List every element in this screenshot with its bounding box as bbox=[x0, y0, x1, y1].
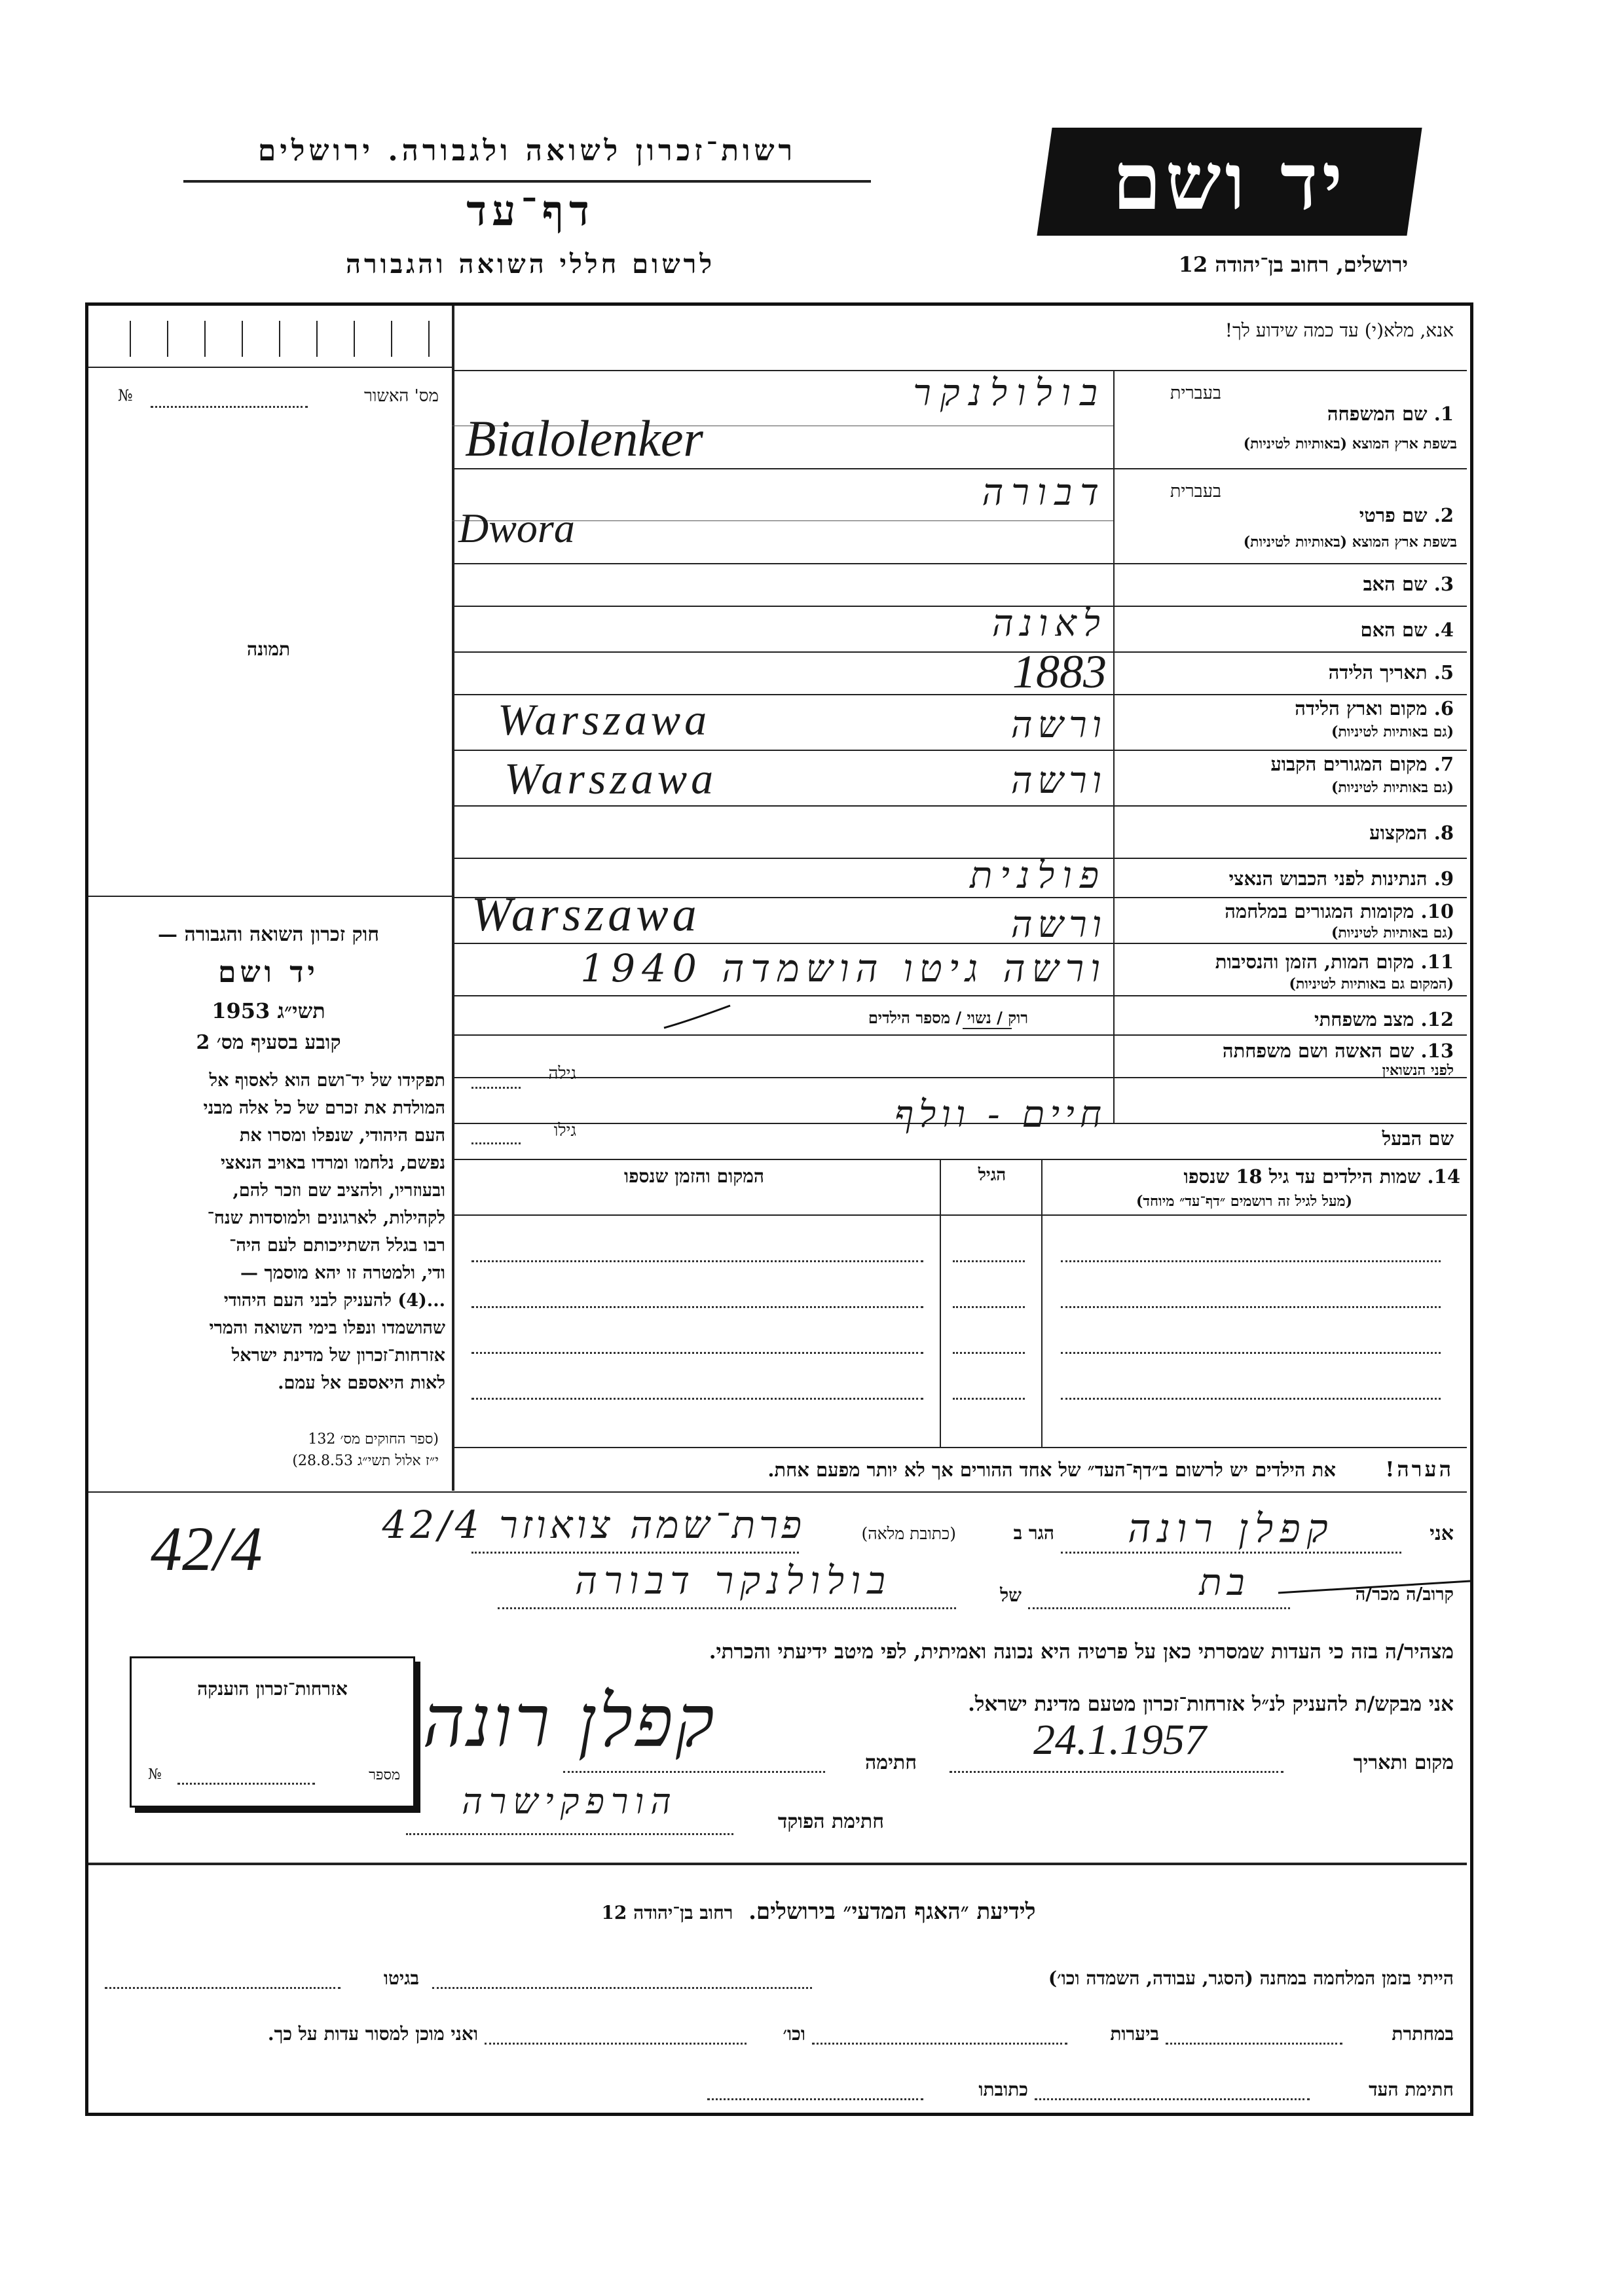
decl-ani: אני bbox=[1430, 1522, 1454, 1545]
f2-num: 2. bbox=[1433, 504, 1454, 526]
remark-text: את הילדים יש לרשום ב״דף־העד״ של אחד ההורים אך לא יותר מפעם אחת. bbox=[767, 1459, 1336, 1481]
f10-num: 10. bbox=[1420, 900, 1454, 922]
law-name: יד ושם bbox=[218, 956, 319, 989]
law-line: המולדת את זכרם של כל אלה מבני bbox=[203, 1098, 445, 1118]
f3-label-text: שם האב bbox=[1363, 573, 1428, 595]
decl-relation-value[interactable]: בת bbox=[1199, 1561, 1250, 1604]
law-line: תפקידו של יד־ושם הוא לאסוף אל bbox=[209, 1070, 445, 1091]
cert-no-label: מס' האשור bbox=[363, 386, 439, 406]
decl-statement: מצהיר/ה בזה כי העדות שמסרתי כאן על פרטיה היא נכונה ואמיתית, לפי מיטב ידיעתי והכרתי. bbox=[709, 1640, 1454, 1664]
bottom-line3-field bbox=[1035, 2098, 1310, 2100]
f7-label-text: מקום המגורים הקבוע bbox=[1270, 753, 1428, 775]
child-row-line bbox=[953, 1398, 1025, 1400]
f12-strike-mark bbox=[661, 1002, 733, 1034]
decl-officer-label: חתימת הפוקד bbox=[777, 1810, 884, 1833]
law-line: אזרחות־זכרון של מדינת ישראל bbox=[231, 1345, 445, 1366]
decl-signature-line bbox=[563, 1771, 825, 1773]
law-line: העם היהודי, שנפלו ומסרו את bbox=[239, 1125, 445, 1146]
f11-label bbox=[1120, 951, 1454, 974]
decl-relation-label: קרוב/ה מכר/ה bbox=[1355, 1584, 1454, 1605]
bottom-line2-field3 bbox=[485, 2043, 747, 2045]
f9-num: 9. bbox=[1433, 867, 1454, 890]
row-line bbox=[452, 563, 1467, 564]
f1-latin-value[interactable]: Bialolenker bbox=[465, 410, 703, 467]
bottom-title-addr: רחוב בן־יהודה 12 bbox=[601, 1902, 733, 1923]
law-clause: קובע בסעיף מס׳ 2 bbox=[196, 1031, 341, 1054]
children-place-col: המקום והזמן שנספו bbox=[624, 1165, 764, 1187]
decl-officer-value[interactable]: הורפקישרה bbox=[462, 1781, 678, 1822]
bottom-line2-b: ביערות bbox=[1110, 2023, 1159, 2045]
law-line: ודי, ולמטרה זו יהא מוסמך — bbox=[240, 1263, 445, 1283]
f2-label-text: שם פרטי bbox=[1359, 504, 1428, 526]
husband-age-line bbox=[471, 1142, 521, 1144]
child-row-line bbox=[471, 1352, 923, 1354]
f6-latin-value[interactable]: Warszawa bbox=[498, 695, 711, 744]
law-line: שהושמדו ונפלו בימי השואה והמרי bbox=[209, 1318, 445, 1338]
citizenship-title: אזרחות־זכרון הוענקה bbox=[197, 1678, 348, 1700]
law-line: ובעוזריו, ולהציב שם וזכר להם, bbox=[232, 1180, 445, 1201]
f10-latin-value[interactable]: Warszawa bbox=[471, 888, 701, 941]
f8-num: 8. bbox=[1433, 822, 1454, 844]
decl-request: אני מבקש/ת להעניק לנ״ל אזרחות־זכרון מטעם מדינת ישראל. bbox=[968, 1692, 1454, 1716]
bottom-title-text: לידיעת ״האגף המדעי״ בירושלים. bbox=[748, 1899, 1036, 1925]
law-line: רבו בגלל השתייכותם לעם היה־ bbox=[229, 1235, 445, 1256]
bottom-line3-b: כתובתו bbox=[978, 2079, 1028, 2100]
row-line bbox=[452, 468, 1467, 469]
cert-no-line bbox=[151, 406, 308, 408]
decl-date-line bbox=[950, 1771, 1283, 1773]
f10-note: (גם באותיות לטיניות) bbox=[1331, 924, 1454, 941]
f3-num: 3. bbox=[1433, 573, 1454, 595]
f1-hebrew-value[interactable]: בולולנקר bbox=[913, 372, 1107, 414]
child-row-line bbox=[1061, 1352, 1441, 1354]
bottom-line1-b: בגיטו bbox=[383, 1967, 419, 1989]
f11-label-text: מקום המות, הזמן והנסיבות bbox=[1215, 951, 1414, 973]
intro-text: אנא, מלא(י) עד כמה שידוע לך! bbox=[1225, 319, 1454, 341]
f2-latin-value[interactable]: Dwora bbox=[458, 505, 575, 551]
f9-label-text: הנתינות לפני הכבוש הנאצי bbox=[1228, 867, 1428, 890]
law-line: ...(4) להעניק לבני העם היהודי bbox=[223, 1290, 445, 1311]
f6-label bbox=[1120, 697, 1454, 720]
f13-num: 13. bbox=[1420, 1040, 1454, 1062]
decl-officer-line bbox=[406, 1833, 733, 1835]
f1-label-text: שם המשפחה bbox=[1327, 403, 1428, 425]
child-row-line bbox=[953, 1352, 1025, 1354]
authority-underline bbox=[183, 180, 871, 183]
f9-label bbox=[1120, 867, 1454, 890]
child-row-line bbox=[471, 1306, 923, 1308]
photo-area-bottom bbox=[88, 896, 452, 897]
f6-note: (גם באותיות לטיניות) bbox=[1331, 723, 1454, 740]
f2-lang-hebrew: בעברית bbox=[1170, 481, 1221, 501]
f11-num: 11. bbox=[1420, 951, 1454, 973]
bottom-line1-field bbox=[432, 1987, 812, 1989]
decl-of-line bbox=[498, 1607, 956, 1609]
children-num: 14. bbox=[1427, 1165, 1460, 1188]
cert-digit-boxes bbox=[118, 321, 445, 360]
row-line bbox=[452, 995, 1467, 996]
f4-num: 4. bbox=[1433, 619, 1454, 641]
f4-value[interactable]: לאונה bbox=[991, 602, 1107, 645]
f8-label bbox=[1231, 822, 1454, 845]
f6-label-text: מקום וארץ הלידה bbox=[1295, 697, 1428, 720]
f1-lang-hebrew: בעברית bbox=[1170, 383, 1221, 403]
f3-label bbox=[1231, 573, 1454, 596]
f8-label-text: המקצוע bbox=[1369, 822, 1428, 844]
f13-age-line bbox=[471, 1087, 521, 1089]
f13-age-label: גילה bbox=[548, 1064, 576, 1084]
children-header bbox=[1048, 1165, 1460, 1188]
children-col-divider bbox=[940, 1159, 941, 1447]
f7-latin-value[interactable]: Warszawa bbox=[504, 754, 718, 803]
bottom-section-separator bbox=[88, 1863, 1467, 1865]
f12-strike-line bbox=[963, 1028, 1012, 1029]
f6-hebrew-value[interactable]: ורשה bbox=[1010, 704, 1107, 746]
address-header: ירושלים, רחוב בן־יהודה 12 bbox=[1178, 252, 1408, 277]
bottom-line1-a: הייתי בזמן המלחמה במחנה (הסגר, עבודה, השמדה וכו׳) bbox=[1048, 1967, 1454, 1989]
decl-address-value[interactable]: פרת־שמה צואוזר 42/4 bbox=[382, 1503, 805, 1547]
row-line bbox=[452, 1034, 1467, 1036]
photo-label: תמונה bbox=[246, 638, 291, 660]
decl-address-line bbox=[471, 1552, 799, 1554]
bottom-line2-d: ואני מוכן למסור עדות על כך. bbox=[267, 2023, 478, 2045]
law-line: לקהילות, לארגונים ולמוסדות שנח־ bbox=[207, 1208, 445, 1228]
cert-no-suffix: № bbox=[118, 386, 133, 405]
f1-num: 1. bbox=[1433, 403, 1454, 425]
bottom-line1-field2 bbox=[105, 1987, 341, 1989]
f12-label bbox=[1231, 1008, 1454, 1031]
row-line bbox=[452, 1159, 1467, 1160]
citizenship-number-label: מספר bbox=[369, 1767, 400, 1783]
f12-num: 12. bbox=[1420, 1008, 1454, 1030]
remark-bottom-line bbox=[88, 1491, 1467, 1493]
f12-options: רוק / נשוי / מספר הילדים bbox=[868, 1008, 1028, 1027]
logo-text: יד ושם bbox=[1112, 136, 1347, 228]
children-header-line bbox=[452, 1214, 1467, 1216]
margin-note: 42/4 bbox=[151, 1514, 263, 1584]
children-col-divider bbox=[1041, 1159, 1043, 1447]
decl-signature-value[interactable]: קפלן רונה bbox=[422, 1679, 717, 1763]
child-row-line bbox=[1061, 1398, 1441, 1400]
f2-label bbox=[1231, 504, 1454, 527]
row-line bbox=[452, 370, 1467, 371]
left-panel-divider bbox=[452, 306, 454, 1491]
bottom-line2-a: במחתרת bbox=[1392, 2023, 1454, 2045]
decl-date-value[interactable]: 24.1.1957 bbox=[1033, 1716, 1206, 1764]
f4-label bbox=[1231, 619, 1454, 642]
f1-label bbox=[1231, 403, 1454, 426]
f13-label-text: שם האשה ושם משפחתה bbox=[1222, 1040, 1414, 1062]
law-ref-1: (ספר החוקים מס׳ 132 bbox=[308, 1431, 439, 1448]
decl-name-value[interactable]: קפלן רונה bbox=[1128, 1506, 1335, 1552]
form-title: דף־עד bbox=[466, 187, 595, 236]
f4-label-text: שם האם bbox=[1360, 619, 1428, 641]
form-subtitle: לרשום חללי השואה והגבורה bbox=[345, 249, 716, 280]
law-ref-2: י״ז אלול תשי״ג 28.8.53) bbox=[292, 1453, 439, 1469]
f2-origin-note: בשפת ארץ המוצא (באותיות לטיניות) bbox=[1243, 534, 1457, 551]
f5-label bbox=[1231, 661, 1454, 684]
f12-label-text: מצב משפחתי bbox=[1314, 1008, 1414, 1030]
bottom-title bbox=[458, 1899, 1179, 1925]
f10-label-text: מקומות המגורים במלחמה bbox=[1225, 900, 1414, 922]
f1-origin-note: בשפת ארץ המוצא (באותיות לטיניות) bbox=[1243, 435, 1457, 452]
decl-place-date-label: מקום ותאריך bbox=[1353, 1751, 1454, 1774]
child-row-line bbox=[471, 1260, 923, 1262]
f13-label bbox=[1120, 1040, 1454, 1063]
decl-of-label: של bbox=[1000, 1584, 1022, 1606]
bottom-line2-c: וכו׳ bbox=[783, 2023, 805, 2045]
law-line: נפשם, נלחמו ומרדו באויב הנאצי bbox=[220, 1153, 445, 1173]
law-year: תשי״ג 1953 bbox=[212, 998, 325, 1023]
f5-label-text: תאריך הלידה bbox=[1328, 661, 1428, 683]
f7-note: (גם באותיות לטיניות) bbox=[1331, 779, 1454, 796]
decl-resident: הגר ב bbox=[1013, 1522, 1054, 1544]
husband-value[interactable]: חיים - וולף bbox=[895, 1093, 1107, 1136]
law-line: לאות היאספם אל עמם. bbox=[278, 1373, 445, 1393]
f2-hebrew-value[interactable]: דבורה bbox=[982, 471, 1107, 514]
relation-strike bbox=[1277, 1575, 1473, 1601]
child-row-line bbox=[471, 1398, 923, 1400]
decl-signature-label: חתימה bbox=[865, 1751, 917, 1774]
bottom-line2-field2 bbox=[812, 2043, 1067, 2045]
children-age-col: הגיל bbox=[978, 1165, 1006, 1185]
f13-note: לפני הנשואין bbox=[1382, 1062, 1454, 1079]
f5-num: 5. bbox=[1433, 661, 1454, 683]
f7-num: 7. bbox=[1433, 753, 1454, 775]
yad-vashem-logo bbox=[1037, 128, 1422, 236]
bottom-line3-a: חתימת העד bbox=[1369, 2079, 1454, 2100]
child-row-line bbox=[1061, 1260, 1441, 1262]
f7-hebrew-value[interactable]: ורשה bbox=[1010, 759, 1107, 802]
cert-box-line bbox=[88, 367, 452, 368]
citizenship-number-line bbox=[177, 1783, 315, 1785]
children-note: (מעל לגיל זה רושמים ״דף־עד״ מיוחד) bbox=[1135, 1193, 1353, 1210]
children-bottom-line bbox=[452, 1447, 1467, 1448]
child-row-line bbox=[1061, 1306, 1441, 1308]
row-line bbox=[452, 805, 1467, 807]
decl-of-value[interactable]: בולולנקר דבורה bbox=[575, 1558, 892, 1603]
label-column-divider bbox=[1113, 370, 1115, 1123]
citizenship-number-sign: № bbox=[148, 1766, 162, 1783]
row-line bbox=[452, 750, 1467, 751]
decl-relation-line bbox=[1028, 1607, 1290, 1609]
husband-age-label: גילו bbox=[553, 1121, 576, 1140]
f7-label bbox=[1120, 753, 1454, 776]
f6-num: 6. bbox=[1433, 697, 1454, 720]
decl-name-line bbox=[1061, 1552, 1401, 1554]
citizenship-box bbox=[130, 1656, 415, 1808]
husband-label: שם הבעל bbox=[1382, 1127, 1454, 1150]
f11-value[interactable]: ורשה גיטו הושמדה 1940 bbox=[580, 946, 1107, 991]
child-row-line bbox=[953, 1306, 1025, 1308]
law-title: חוק זכרון השואה והגבורה — bbox=[158, 923, 379, 946]
decl-address-hint: (כתובת מלאה) bbox=[861, 1524, 956, 1543]
child-row-line bbox=[953, 1260, 1025, 1262]
authority-name: רשות־זכרון לשואה ולגבורה. ירושלים bbox=[257, 134, 797, 168]
f10-label bbox=[1120, 900, 1454, 923]
f5-value[interactable]: 1883 bbox=[1012, 646, 1107, 698]
law-text bbox=[92, 1067, 445, 1397]
remark-label: הערה! bbox=[1385, 1457, 1454, 1482]
children-header-text: שמות הילדים עד גיל 18 שנספו bbox=[1183, 1165, 1421, 1188]
f9-value[interactable]: פולנית bbox=[970, 854, 1107, 897]
bottom-line2-field bbox=[1166, 2043, 1342, 2045]
bottom-line3-field2 bbox=[707, 2098, 923, 2100]
f10-hebrew-value[interactable]: ורשה bbox=[1010, 903, 1107, 946]
f11-note: (המקום גם באותיות לטיניות) bbox=[1289, 975, 1454, 993]
